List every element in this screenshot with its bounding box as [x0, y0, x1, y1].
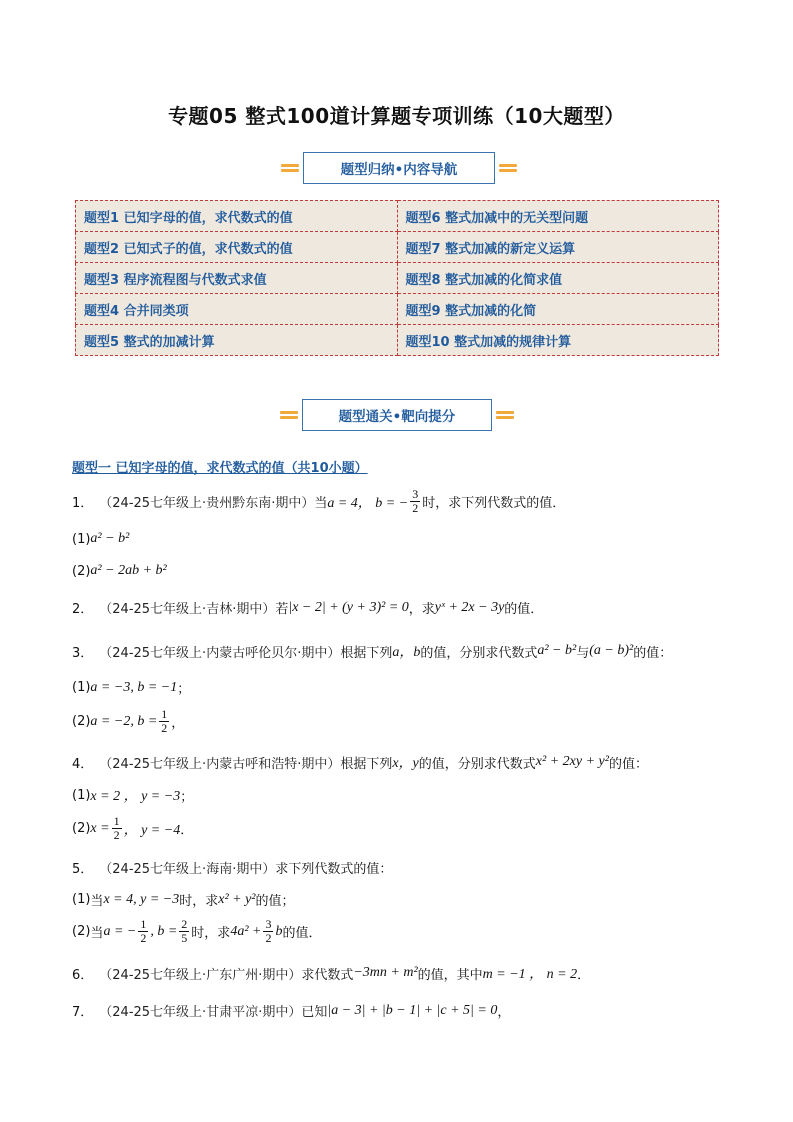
math-expression: a = 4， b = − — [327, 495, 409, 511]
question-text: 的值： — [633, 645, 673, 661]
part-label: (1) — [72, 787, 91, 803]
question-text: 若 — [275, 602, 289, 617]
math-expression: |x − 2| + (y + 3)² = 0 — [288, 599, 409, 615]
nav-item[interactable]: 题型9 整式加减的化简 — [397, 294, 719, 325]
nav-item[interactable]: 题型5 整式的加减计算 — [76, 325, 398, 356]
fraction: $\frac{2}{5}$ — [181, 917, 188, 945]
question-4-part-2 — [72, 815, 193, 842]
question-source: （24-25七年级上·贵州黔东南·期中） — [99, 496, 315, 511]
math-expression: b — [275, 923, 283, 939]
banner-decoration-icon — [496, 409, 514, 421]
punctuation: ； — [180, 789, 194, 805]
question-1-part-2 — [72, 563, 167, 579]
question-4 — [72, 752, 648, 772]
banner-decoration-icon — [499, 162, 517, 174]
punctuation: ． — [180, 823, 194, 838]
topic-navigation-table — [75, 200, 719, 356]
fraction: $\frac{1}{2}$ — [113, 814, 120, 842]
punctuation: ， — [171, 716, 185, 731]
question-text: 求下列代数式的值： — [275, 862, 393, 877]
question-text: 与 — [576, 645, 590, 661]
question-text: 的值： — [608, 756, 648, 772]
question-source: （24-25七年级上·内蒙古呼伦贝尔·期中） — [99, 645, 341, 661]
math-expression: x = 4, y = −3 — [103, 891, 180, 907]
nav-item[interactable]: 题型1 已知字母的值，求代数式的值 — [76, 201, 398, 232]
banner-decoration-icon — [280, 409, 298, 421]
part-label: (2) — [72, 924, 91, 939]
math-expression: (a − b)² — [589, 643, 634, 658]
question-text: 求代数式 — [301, 967, 354, 983]
section-heading[interactable]: 题型一 已知字母的值，求代数式的值（共10小题） — [72, 461, 368, 476]
question-1-part-1 — [72, 531, 129, 547]
question-2 — [72, 598, 543, 617]
nav-item[interactable]: 题型6 整式加减中的无关型问题 — [397, 201, 719, 232]
math-expression: −3mn + m² — [353, 965, 418, 980]
math-expression: |a − 3| + |b − 1| + |c + 5| = 0 — [327, 1002, 498, 1018]
page-title: 专题05 整式100道计算题专项训练（10大题型） — [168, 104, 625, 128]
math-expression: a = − — [103, 923, 137, 939]
math-expression: ， y = −4 — [123, 822, 181, 838]
question-source: （24-25七年级上·海南·期中） — [99, 862, 276, 877]
question-number: 5． — [72, 862, 94, 877]
question-text: ，求 — [408, 602, 435, 617]
math-expression: a² − b² — [537, 643, 577, 658]
fraction: $\frac{3}{2}$ — [265, 917, 272, 945]
question-text: 的值，分别求代数式 — [420, 645, 538, 661]
question-7 — [72, 1001, 510, 1020]
math-expression: a = −3, b = −1 — [90, 679, 178, 695]
question-number: 7． — [72, 1005, 94, 1020]
part-label: (2) — [72, 714, 91, 729]
math-expression: x = — [90, 820, 110, 836]
part-label: (1) — [72, 892, 91, 907]
question-text: 根据下列 — [340, 645, 393, 661]
part-label: (1) — [72, 531, 91, 547]
question-number: 4． — [72, 756, 94, 772]
nav-item[interactable]: 题型7 整式加减的新定义运算 — [397, 232, 719, 263]
math-expression: a = −2, b = — [90, 713, 158, 729]
math-expression: m = −1 ， n = 2 — [482, 967, 578, 982]
nav-item[interactable]: 题型3 程序流程图与代数式求值 — [76, 263, 398, 294]
question-text: 时，求 — [179, 894, 219, 909]
question-text: 的值，分别求代数式 — [418, 756, 536, 772]
math-expression: a² − 2ab + b² — [90, 563, 167, 578]
math-expression: x = 2 ， y = −3 — [90, 789, 181, 804]
nav-item[interactable]: 题型10 整式加减的规律计算 — [397, 325, 719, 356]
math-expression: a² − b² — [90, 531, 130, 546]
question-number: 3． — [72, 645, 94, 661]
question-4-part-1 — [72, 785, 193, 805]
question-number: 6． — [72, 967, 94, 983]
question-source: （24-25七年级上·内蒙古呼和浩特·期中） — [99, 756, 341, 772]
question-5-part-1 — [72, 890, 295, 909]
question-text: 当 — [90, 926, 104, 941]
question-3-part-1 — [72, 678, 190, 697]
practice-banner-label: 题型通关•靶向提分 — [338, 409, 456, 425]
math-expression: , b = — [150, 923, 178, 939]
question-text: 的值． — [504, 602, 544, 617]
part-label: (1) — [72, 680, 91, 695]
math-expression: yˣ + 2x − 3y — [434, 599, 505, 615]
question-source: （24-25七年级上·广东广州·期中） — [99, 967, 302, 983]
question-text: 时，求下列代数式的值． — [422, 496, 566, 511]
question-3 — [72, 641, 672, 661]
math-expression: 4a² + — [230, 923, 262, 939]
nav-item[interactable]: 题型2 已知式子的值，求代数式的值 — [76, 232, 398, 263]
question-6 — [72, 963, 590, 983]
part-label: (2) — [72, 563, 91, 579]
nav-item[interactable]: 题型4 合并同类项 — [76, 294, 398, 325]
question-3-part-2 — [72, 708, 184, 735]
question-text: 时，求 — [191, 926, 231, 941]
punctuation: ； — [177, 682, 191, 697]
question-text: 的值； — [255, 894, 295, 909]
math-expression: x² + y² — [218, 891, 256, 907]
question-text: 的值． — [282, 926, 322, 941]
question-text: ， — [497, 1005, 511, 1020]
banner-decoration-icon — [281, 162, 299, 174]
question-text: 根据下列 — [340, 756, 393, 772]
question-text: 的值，其中 — [417, 967, 483, 983]
nav-banner — [303, 152, 495, 184]
question-number: 1． — [72, 496, 94, 511]
nav-banner-label: 题型归纳•内容导航 — [340, 162, 458, 178]
math-expression: x，y — [392, 756, 419, 771]
math-expression: a，b — [392, 645, 421, 660]
question-1 — [72, 488, 565, 515]
question-source: （24-25七年级上·甘肃平凉·期中） — [99, 1005, 302, 1020]
question-5-part-2 — [72, 918, 321, 945]
practice-banner — [302, 399, 492, 431]
fraction: $\frac{3}{2}$ — [412, 487, 419, 515]
question-source: （24-25七年级上·吉林·期中） — [99, 602, 276, 617]
fraction: $\frac{1}{2}$ — [140, 917, 147, 945]
question-text: 已知 — [301, 1005, 328, 1020]
question-text: 当 — [90, 894, 104, 909]
question-text: ． — [577, 967, 591, 983]
nav-item[interactable]: 题型8 整式加减的化简求值 — [397, 263, 719, 294]
fraction: $\frac{1}{2}$ — [161, 707, 168, 735]
math-expression: x² + 2xy + y² — [535, 754, 609, 769]
question-text: 当 — [314, 496, 328, 511]
part-label: (2) — [72, 821, 91, 836]
question-number: 2． — [72, 602, 94, 617]
question-5 — [72, 858, 392, 877]
